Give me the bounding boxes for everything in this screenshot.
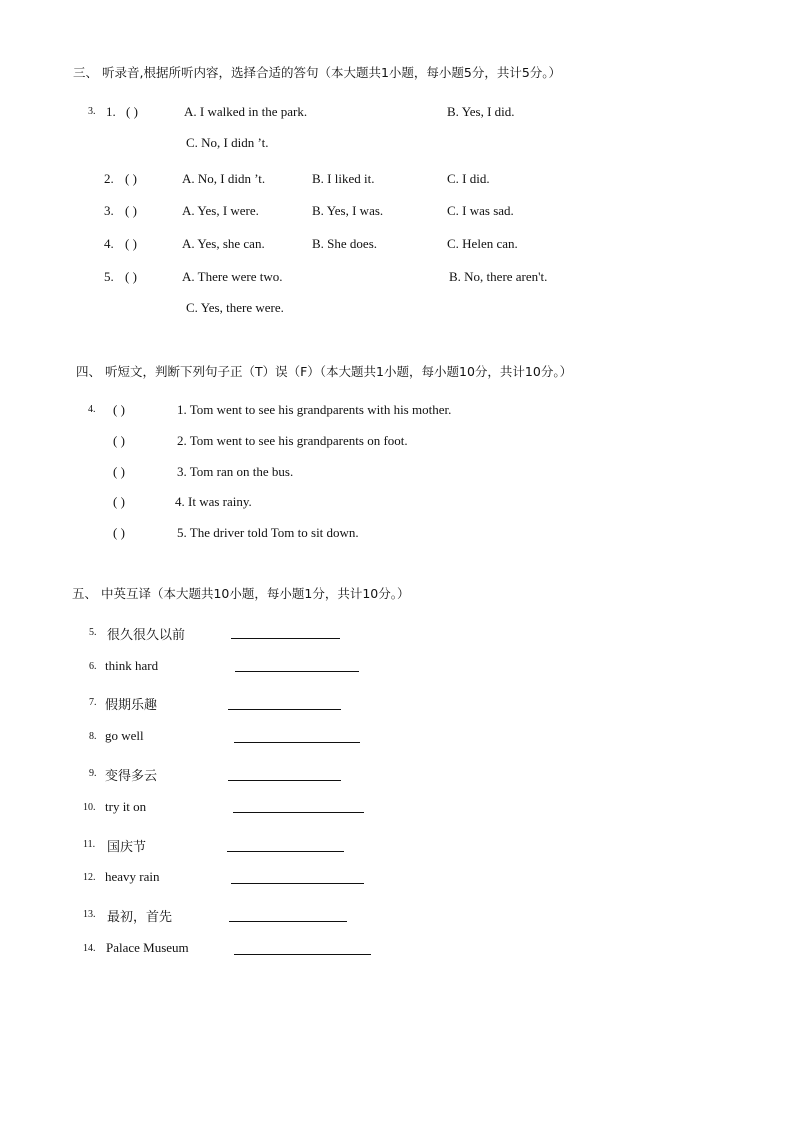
translate-prompt: 变得多云 — [105, 769, 158, 784]
item-number: 6. — [89, 661, 97, 672]
translate-prompt: think hard — [105, 658, 159, 673]
answer-blank[interactable]: ( ) — [113, 525, 125, 540]
statement: 5. The driver told Tom to sit down. — [177, 525, 359, 540]
item-number: 5. — [89, 627, 97, 638]
answer-line[interactable] — [231, 638, 340, 639]
option-b: B. Yes, I was. — [312, 203, 384, 218]
translate-prompt: 很久很久以前 — [107, 628, 186, 643]
item-number: 5. — [104, 269, 114, 284]
section4-heading: 四、 听短文，判断下列句子正（T）误（F）（本大题共1小题，每小题10分，共计10分。） — [76, 364, 573, 379]
translate-prompt: 国庆节 — [107, 840, 147, 855]
answer-line[interactable] — [228, 780, 341, 781]
item-number: 4. — [104, 236, 114, 251]
item-number: 2. — [104, 171, 114, 186]
option-a: A. Yes, I were. — [182, 203, 259, 218]
answer-line[interactable] — [234, 954, 371, 955]
answer-blank[interactable]: ( ) — [126, 104, 138, 119]
answer-line[interactable] — [228, 709, 341, 710]
item-number: 9. — [89, 768, 97, 779]
translate-prompt: Palace Museum — [106, 940, 189, 955]
option-b: B. No, there aren't. — [449, 269, 548, 284]
section3-heading: 三、 听录音,根据所听内容，选择合适的答句（本大题共1小题，每小题5分，共计5分。） — [73, 65, 562, 80]
translate-prompt: 最初，首先 — [107, 910, 173, 925]
item-number: 10. — [83, 802, 96, 813]
answer-blank[interactable]: ( ) — [113, 494, 125, 509]
option-a: A. No, I didn ’t. — [182, 171, 266, 186]
option-a: A. Yes, she can. — [182, 236, 265, 251]
section5-heading: 五、 中英互译（本大题共10小题，每小题1分，共计10分。） — [72, 586, 410, 601]
option-c: C. Yes, there were. — [186, 300, 284, 315]
option-b: B. Yes, I did. — [447, 104, 515, 119]
statement: 3. Tom ran on the bus. — [177, 464, 294, 479]
option-a: A. I walked in the park. — [184, 104, 308, 119]
answer-blank[interactable]: ( ) — [113, 464, 125, 479]
answer-blank[interactable]: ( ) — [125, 203, 137, 218]
item-number: 14. — [83, 943, 96, 954]
answer-line[interactable] — [234, 742, 360, 743]
answer-blank[interactable]: ( ) — [125, 171, 137, 186]
option-c: C. I was sad. — [447, 203, 514, 218]
answer-line[interactable] — [227, 851, 344, 852]
option-c: C. No, I didn ’t. — [186, 135, 269, 150]
item-number: 11. — [83, 839, 96, 850]
translate-prompt: try it on — [105, 799, 147, 814]
item-number: 12. — [83, 872, 96, 883]
item-number: 3. — [104, 203, 114, 218]
item-number: 7. — [89, 697, 97, 708]
question-number: 3. — [88, 106, 96, 117]
statement: 4. It was rainy. — [175, 494, 252, 509]
translate-prompt: 假期乐趣 — [105, 698, 158, 713]
translate-prompt: go well — [105, 728, 144, 743]
option-c: C. I did. — [447, 171, 490, 186]
option-a: A. There were two. — [182, 269, 283, 284]
option-b: B. I liked it. — [312, 171, 375, 186]
answer-line[interactable] — [229, 921, 347, 922]
answer-line[interactable] — [235, 671, 359, 672]
answer-blank[interactable]: ( ) — [113, 402, 125, 417]
item-number: 1. — [106, 104, 116, 119]
statement: 2. Tom went to see his grandparents on foot. — [177, 433, 408, 448]
answer-line[interactable] — [231, 883, 364, 884]
statement: 1. Tom went to see his grandparents with his mother. — [177, 402, 452, 417]
answer-blank[interactable]: ( ) — [125, 269, 137, 284]
item-number: 8. — [89, 731, 97, 742]
question-number: 4. — [88, 404, 96, 415]
translate-prompt: heavy rain — [105, 869, 160, 884]
answer-line[interactable] — [233, 812, 364, 813]
option-b: B. She does. — [312, 236, 377, 251]
item-number: 13. — [83, 909, 96, 920]
option-c: C. Helen can. — [447, 236, 518, 251]
answer-blank[interactable]: ( ) — [125, 236, 137, 251]
answer-blank[interactable]: ( ) — [113, 433, 125, 448]
